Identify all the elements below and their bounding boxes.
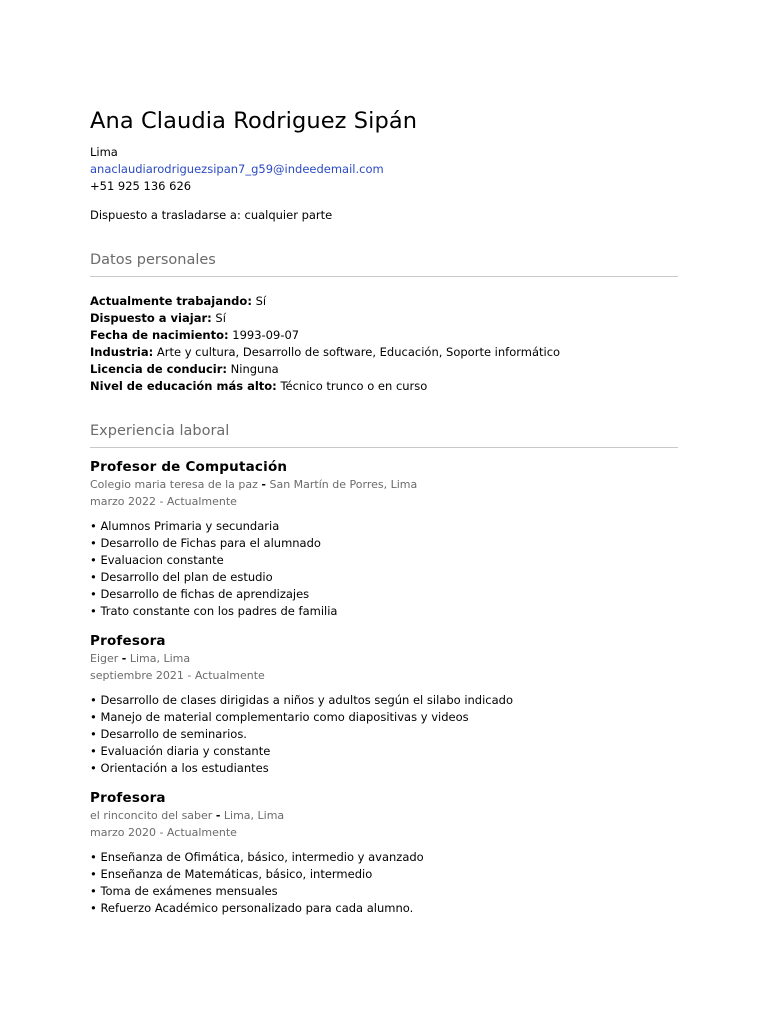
job-dates: marzo 2022 - Actualmente bbox=[90, 495, 237, 508]
experience-section bbox=[90, 421, 678, 917]
detail-value: Técnico trunco o en curso bbox=[280, 379, 428, 393]
job-company-line bbox=[90, 807, 678, 824]
personal-section bbox=[90, 250, 678, 395]
job-dates: septiembre 2021 - Actualmente bbox=[90, 669, 265, 682]
detail-label: Nivel de educación más alto: bbox=[90, 379, 277, 393]
section-divider bbox=[90, 447, 678, 448]
job-bullet: • Desarrollo de Fichas para el alumnado bbox=[90, 536, 321, 550]
phone: +51 925 136 626 bbox=[90, 179, 192, 193]
job-bullet: • Desarrollo de fichas de aprendizajes bbox=[90, 587, 310, 601]
job-bullet: • Evaluación diaria y constante bbox=[90, 744, 271, 758]
job-company-line bbox=[90, 476, 678, 493]
job-company-line bbox=[90, 650, 678, 667]
detail-value: Arte y cultura, Desarrollo de software, Educación, Soporte informático bbox=[156, 345, 561, 359]
job-company: el rinconcito del saber bbox=[90, 809, 213, 822]
job-separator: - bbox=[121, 652, 127, 665]
detail-row bbox=[90, 361, 678, 378]
detail-label: Actualmente trabajando: bbox=[90, 294, 252, 308]
job-entry bbox=[90, 458, 678, 620]
job-title: Profesora bbox=[90, 790, 166, 806]
resume-content bbox=[90, 106, 678, 917]
job-dates: marzo 2020 - Actualmente bbox=[90, 826, 237, 839]
job-location: Lima, Lima bbox=[223, 809, 285, 822]
job-bullet: • Refuerzo Académico personalizado para cada alumno. bbox=[90, 901, 414, 915]
detail-label: Industria: bbox=[90, 345, 154, 359]
job-bullet: • Orientación a los estudiantes bbox=[90, 761, 269, 775]
job-entry bbox=[90, 789, 678, 917]
detail-value: Sí bbox=[215, 311, 226, 325]
detail-row bbox=[90, 293, 678, 310]
detail-value: Ninguna bbox=[230, 362, 279, 376]
section-title-personal: Datos personales bbox=[90, 252, 216, 268]
job-entry bbox=[90, 632, 678, 777]
city: Lima bbox=[90, 145, 118, 159]
job-title: Profesor de Computación bbox=[90, 459, 288, 475]
personal-details bbox=[90, 293, 678, 395]
job-bullet: • Alumnos Primaria y secundaria bbox=[90, 519, 280, 533]
detail-label: Dispuesto a viajar: bbox=[90, 311, 212, 325]
job-company: Colegio maria teresa de la paz bbox=[90, 478, 258, 491]
detail-row bbox=[90, 378, 678, 395]
job-bullet: • Enseñanza de Ofimática, básico, intermedio y avanzado bbox=[90, 850, 424, 864]
detail-row bbox=[90, 310, 678, 327]
job-bullet: • Manejo de material complementario como diapositivas y videos bbox=[90, 710, 469, 724]
job-bullet: • Trato constante con los padres de familia bbox=[90, 604, 338, 618]
job-bullets bbox=[90, 849, 678, 917]
detail-label: Licencia de conducir: bbox=[90, 362, 227, 376]
relocation-text: Dispuesto a trasladarse a: cualquier parte bbox=[90, 208, 333, 222]
email-link[interactable]: anaclaudiarodriguezsipan7_g59@indeedemail.com bbox=[90, 162, 384, 176]
job-bullets bbox=[90, 518, 678, 620]
job-bullets bbox=[90, 692, 678, 777]
candidate-name: Ana Claudia Rodriguez Sipán bbox=[90, 108, 418, 134]
job-bullet: • Desarrollo de seminarios. bbox=[90, 727, 247, 741]
job-separator: - bbox=[261, 478, 266, 491]
detail-value: 1993-09-07 bbox=[232, 328, 300, 342]
job-bullet: • Evaluacion constante bbox=[90, 553, 224, 567]
contact-block bbox=[90, 144, 678, 195]
detail-row bbox=[90, 327, 678, 344]
job-bullet: • Desarrollo de clases dirigidas a niños y adultos según el silabo indicado bbox=[90, 693, 514, 707]
job-company: Eiger bbox=[90, 652, 119, 665]
detail-label: Fecha de nacimiento: bbox=[90, 328, 229, 342]
job-bullet: • Desarrollo del plan de estudio bbox=[90, 570, 273, 584]
job-bullet: • Toma de exámenes mensuales bbox=[90, 884, 278, 898]
job-separator: - bbox=[215, 809, 221, 822]
job-location: Lima, Lima bbox=[129, 652, 191, 665]
job-bullet: • Enseñanza de Matemáticas, básico, intermedio bbox=[90, 867, 373, 881]
job-location: San Martín de Porres, Lima bbox=[269, 478, 418, 491]
section-divider bbox=[90, 276, 678, 277]
job-title: Profesora bbox=[90, 633, 166, 649]
detail-row bbox=[90, 344, 678, 361]
section-title-experience: Experiencia laboral bbox=[90, 423, 230, 439]
detail-value: Sí bbox=[255, 294, 267, 308]
